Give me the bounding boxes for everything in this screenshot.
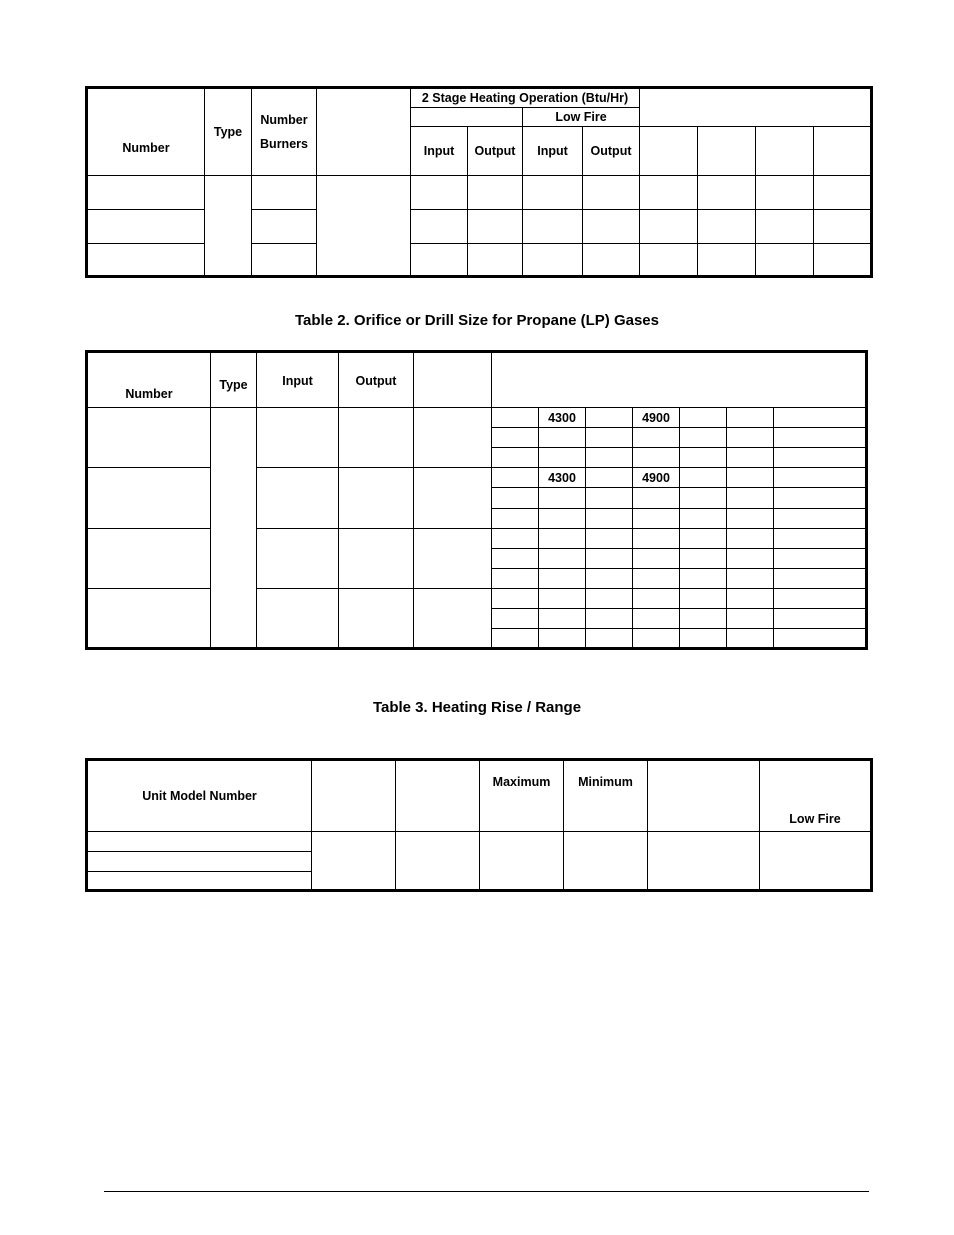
t2-cell xyxy=(680,628,727,648)
t2-cell xyxy=(586,528,633,548)
t2-cell xyxy=(680,408,727,428)
t3-cell xyxy=(396,832,480,891)
table-row xyxy=(87,244,872,277)
table1-airflow-heating xyxy=(85,86,873,278)
t2-cell xyxy=(680,428,727,448)
t3-header-blank xyxy=(648,760,760,832)
table3-heating-rise xyxy=(85,758,873,892)
t2-cell xyxy=(539,428,586,448)
t2-cell xyxy=(633,548,680,568)
t2-cell xyxy=(680,528,727,548)
t2-cell xyxy=(774,588,867,608)
table2-caption: Table 2. Orifice or Drill Size for Propane (LP) Gases xyxy=(295,312,659,329)
t2-cell xyxy=(339,588,414,648)
t3-header-blank xyxy=(312,760,396,832)
t2-cell xyxy=(633,448,680,468)
t1-cell xyxy=(317,176,411,277)
t1-cell xyxy=(523,210,583,244)
t2-cell xyxy=(727,448,774,468)
t2-header-type: Type xyxy=(211,352,257,408)
t2-header-input: Input xyxy=(257,352,339,408)
t2-cell xyxy=(586,548,633,568)
t2-cell xyxy=(774,568,867,588)
t1-cell xyxy=(640,176,698,210)
t1-cell xyxy=(698,244,756,277)
t1-header-number: Number xyxy=(87,88,205,176)
t1-cell xyxy=(814,176,872,210)
t2-cell xyxy=(774,528,867,548)
t1-cell xyxy=(698,210,756,244)
t1-header-input: Input xyxy=(523,127,583,176)
t3-cell xyxy=(87,852,312,872)
t1-cell xyxy=(87,210,205,244)
t2-cell xyxy=(492,628,539,648)
t3-header-maximum: Maximum xyxy=(480,760,564,832)
t2-cell xyxy=(774,428,867,448)
t2-cell xyxy=(633,488,680,508)
t2-cell xyxy=(586,568,633,588)
t2-cell xyxy=(586,428,633,448)
t1-cell xyxy=(814,244,872,277)
t2-cell xyxy=(680,468,727,488)
t2-cell xyxy=(492,488,539,508)
t2-cell xyxy=(774,448,867,468)
t3-header-blank xyxy=(396,760,480,832)
t2-cell xyxy=(680,448,727,468)
t2-cell xyxy=(492,528,539,548)
t2-cell xyxy=(727,628,774,648)
t3-cell xyxy=(564,832,648,891)
t2-cell xyxy=(586,628,633,648)
t2-cell xyxy=(586,488,633,508)
table3-caption: Table 3. Heating Rise / Range xyxy=(372,699,582,716)
t2-cell xyxy=(414,528,492,588)
t2-cell xyxy=(727,568,774,588)
t2-cell xyxy=(774,508,867,528)
t2-cell xyxy=(539,608,586,628)
t2-cell xyxy=(727,608,774,628)
t3-header-low-fire: Low Fire xyxy=(760,760,872,832)
t1-cell xyxy=(252,244,317,277)
t2-cell xyxy=(727,488,774,508)
table-row xyxy=(87,468,867,488)
t1-header-low-fire: Low Fire xyxy=(523,108,640,127)
t3-cell xyxy=(648,832,760,891)
t2-cell xyxy=(774,628,867,648)
t2-cell xyxy=(727,588,774,608)
t1-cell xyxy=(756,244,814,277)
t2-cell xyxy=(633,608,680,628)
t1-cell xyxy=(523,244,583,277)
table2-orifice-propane xyxy=(85,350,868,650)
footer-divider xyxy=(104,1191,869,1192)
t1-cell xyxy=(756,176,814,210)
t2-cell xyxy=(492,548,539,568)
t1-header-high-blank xyxy=(411,108,523,127)
t1-cell xyxy=(814,127,872,176)
t2-cell xyxy=(680,508,727,528)
t2-cell xyxy=(774,488,867,508)
t2-cell xyxy=(339,468,414,528)
t1-cell xyxy=(814,210,872,244)
t2-cell xyxy=(586,588,633,608)
t1-header-output: Output xyxy=(468,127,523,176)
t2-cell xyxy=(680,488,727,508)
t2-cell xyxy=(539,628,586,648)
table-row xyxy=(87,588,867,608)
t2-cell xyxy=(257,408,339,468)
t1-cell xyxy=(87,244,205,277)
t2-cell xyxy=(633,528,680,548)
t1-header-right-blank xyxy=(640,88,872,127)
t2-header-blank xyxy=(414,352,492,408)
t2-cell xyxy=(680,568,727,588)
t2-cell xyxy=(257,528,339,588)
t2-cell xyxy=(680,548,727,568)
t2-cell xyxy=(586,608,633,628)
t1-cell xyxy=(756,127,814,176)
t2-cell xyxy=(492,608,539,628)
t1-cell xyxy=(640,210,698,244)
t3-cell xyxy=(87,832,312,852)
t2-header-number: Number xyxy=(87,352,211,408)
t1-cell xyxy=(640,127,698,176)
t2-cell xyxy=(539,528,586,548)
t2-value-cell: 4300 xyxy=(539,468,586,488)
t1-cell xyxy=(583,176,640,210)
t1-cell xyxy=(252,176,317,210)
t2-cell xyxy=(492,408,539,428)
t2-cell xyxy=(211,408,257,649)
t2-cell xyxy=(586,448,633,468)
t2-cell xyxy=(586,468,633,488)
t1-cell xyxy=(583,244,640,277)
t2-cell xyxy=(774,408,867,428)
t1-cell xyxy=(252,210,317,244)
t2-cell xyxy=(492,468,539,488)
t1-header-two-stage: 2 Stage Heating Operation (Btu/Hr) xyxy=(411,88,640,108)
table-row xyxy=(87,408,867,428)
t1-cell xyxy=(411,176,468,210)
t2-cell xyxy=(414,588,492,648)
t2-cell xyxy=(727,428,774,448)
t2-cell xyxy=(774,548,867,568)
t2-cell xyxy=(586,408,633,428)
t1-header-output: Output xyxy=(583,127,640,176)
table-row xyxy=(87,528,867,548)
t3-cell xyxy=(87,872,312,891)
t2-value-cell: 4900 xyxy=(633,468,680,488)
t2-cell xyxy=(539,568,586,588)
t2-cell xyxy=(633,508,680,528)
t2-cell xyxy=(633,588,680,608)
t1-header-input: Input xyxy=(411,127,468,176)
t2-cell xyxy=(539,548,586,568)
t1-header-number-burners: Number Burners xyxy=(252,88,317,176)
t1-cell xyxy=(205,176,252,277)
t2-cell xyxy=(492,508,539,528)
t3-cell xyxy=(760,832,872,891)
t2-cell xyxy=(339,408,414,468)
t1-cell xyxy=(468,244,523,277)
t2-cell xyxy=(87,468,211,528)
t2-cell xyxy=(727,528,774,548)
t2-cell xyxy=(727,508,774,528)
t2-cell xyxy=(727,468,774,488)
t1-header-type: Type xyxy=(205,88,252,176)
t2-cell xyxy=(257,588,339,648)
t2-value-cell: 4300 xyxy=(539,408,586,428)
t2-cell xyxy=(492,448,539,468)
t2-cell xyxy=(492,568,539,588)
table-row xyxy=(87,176,872,210)
t2-cell xyxy=(633,428,680,448)
t2-cell xyxy=(492,588,539,608)
t2-cell xyxy=(539,588,586,608)
t2-header-output: Output xyxy=(339,352,414,408)
table-row xyxy=(87,832,872,852)
t1-cell xyxy=(698,127,756,176)
t2-header-right-blank xyxy=(492,352,867,408)
t3-cell xyxy=(312,832,396,891)
t2-cell xyxy=(87,528,211,588)
t2-cell xyxy=(586,508,633,528)
t1-cell xyxy=(411,210,468,244)
t2-cell xyxy=(87,408,211,468)
t2-cell xyxy=(539,488,586,508)
t1-cell xyxy=(698,176,756,210)
t2-cell xyxy=(774,608,867,628)
t1-cell xyxy=(468,210,523,244)
t1-cell xyxy=(756,210,814,244)
t2-cell xyxy=(680,588,727,608)
t1-cell xyxy=(640,244,698,277)
table-row xyxy=(87,210,872,244)
t1-header-blank xyxy=(317,88,411,176)
t1-cell xyxy=(523,176,583,210)
t2-cell xyxy=(492,428,539,448)
t2-cell xyxy=(87,588,211,648)
t2-cell xyxy=(539,508,586,528)
t2-cell xyxy=(633,568,680,588)
t2-cell xyxy=(539,448,586,468)
t2-cell xyxy=(339,528,414,588)
t1-cell xyxy=(583,210,640,244)
t2-value-cell: 4900 xyxy=(633,408,680,428)
t2-cell xyxy=(414,468,492,528)
t1-cell xyxy=(87,176,205,210)
t2-cell xyxy=(414,408,492,468)
t2-cell xyxy=(633,628,680,648)
t1-cell xyxy=(411,244,468,277)
t3-header-minimum: Minimum xyxy=(564,760,648,832)
t2-cell xyxy=(257,468,339,528)
t3-cell xyxy=(480,832,564,891)
t2-cell xyxy=(774,468,867,488)
t3-header-unit-model-number: Unit Model Number xyxy=(87,760,312,832)
t1-cell xyxy=(468,176,523,210)
t2-cell xyxy=(680,608,727,628)
t2-cell xyxy=(727,548,774,568)
t2-cell xyxy=(727,408,774,428)
